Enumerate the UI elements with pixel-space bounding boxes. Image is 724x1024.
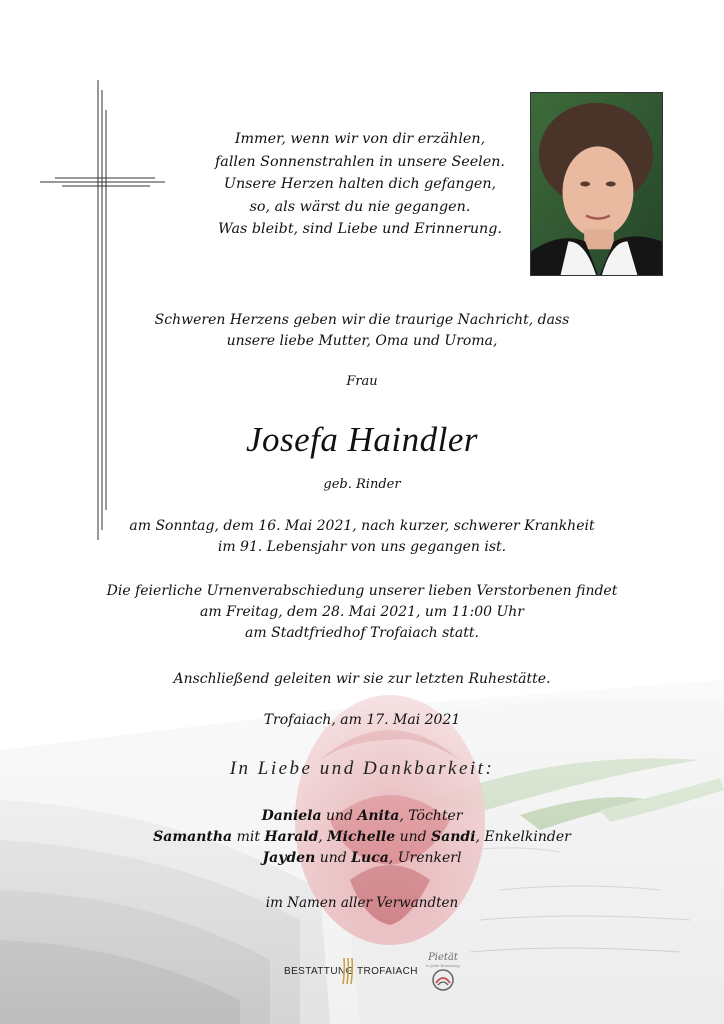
funeral-home-logo-icon bbox=[341, 956, 355, 986]
connector-text: und bbox=[315, 850, 352, 866]
mourner-line bbox=[62, 827, 662, 848]
mourner-line bbox=[62, 806, 662, 827]
deceased-name: Josefa Haindler bbox=[245, 420, 479, 459]
relation-text: , Enkelkinder bbox=[475, 829, 571, 845]
relation-text: , Urenkerl bbox=[388, 850, 462, 866]
place-date: Trofaiach, am 17. Mai 2021 bbox=[263, 712, 461, 728]
poem-line: so, als wärst du nie gegangen. bbox=[249, 198, 471, 215]
connector-text: und bbox=[321, 808, 358, 824]
mourner-name: Jayden bbox=[262, 850, 316, 866]
mourner-name: Samantha bbox=[153, 829, 233, 845]
announcement-text bbox=[62, 310, 662, 352]
mourner-name: Michelle bbox=[327, 829, 396, 845]
mourner-name: Daniela bbox=[261, 808, 322, 824]
death-notice-line: am Sonntag, dem 16. Mai 2021, nach kurzer, schwerer Krankheit bbox=[129, 518, 595, 534]
burial-info: Anschließend geleiten wir sie zur letzten Ruhestätte. bbox=[173, 671, 551, 687]
connector-text: , bbox=[318, 829, 328, 845]
maiden-name: geb. Rinder bbox=[323, 477, 401, 492]
closing-text: im Namen aller Verwandten bbox=[265, 895, 459, 911]
mourner-name: Luca bbox=[351, 850, 389, 866]
announcement-line: Schweren Herzens geben wir die traurige Nachricht, dass bbox=[154, 312, 570, 328]
memorial-poem bbox=[170, 128, 550, 241]
funeral-home-name-right: TROFAIACH bbox=[357, 966, 418, 977]
pietaet-emblem-icon bbox=[430, 969, 456, 991]
poem-line: Immer, wenn wir von dir erzählen, bbox=[234, 131, 486, 147]
ceremony-line: Die feierliche Urnenverabschiedung unserer lieben Verstorbenen findet bbox=[106, 583, 618, 599]
connector-text: mit bbox=[232, 829, 265, 845]
ceremony-info bbox=[62, 581, 662, 644]
relation-text: , Töchter bbox=[399, 808, 463, 824]
mourner-name: Sandi bbox=[431, 829, 476, 845]
ceremony-line: am Freitag, dem 28. Mai 2021, um 11:00 Uhr bbox=[200, 604, 524, 620]
death-notice bbox=[62, 516, 662, 558]
mourner-name: Anita bbox=[357, 808, 400, 824]
connector-text: und bbox=[395, 829, 432, 845]
poem-line: Unsere Herzen halten dich gefangen, bbox=[223, 176, 497, 192]
poem-line: Was bleibt, sind Liebe und Erinnerung. bbox=[218, 221, 502, 237]
gratitude-heading: In Liebe und Dankbarkeit: bbox=[229, 758, 495, 779]
death-notice-line: im 91. Lebensjahr von uns gegangen ist. bbox=[217, 539, 507, 555]
pietaet-label: Pietät bbox=[428, 952, 458, 963]
mourners-list bbox=[62, 806, 662, 869]
pietaet-logo bbox=[418, 952, 468, 992]
announcement-line: unsere liebe Mutter, Oma und Uroma, bbox=[226, 333, 498, 349]
mourner-name: Harald bbox=[264, 829, 319, 845]
mourner-line bbox=[62, 848, 662, 869]
poem-line: fallen Sonnenstrahlen in unsere Seelen. bbox=[215, 153, 505, 170]
ceremony-line: am Stadtfriedhof Trofaiach statt. bbox=[245, 625, 479, 641]
pietaet-subtitle: in jeder Beziehung bbox=[426, 963, 460, 968]
funeral-home-name-left: BESTATTUNG bbox=[284, 966, 354, 977]
salutation: Frau bbox=[346, 374, 378, 389]
